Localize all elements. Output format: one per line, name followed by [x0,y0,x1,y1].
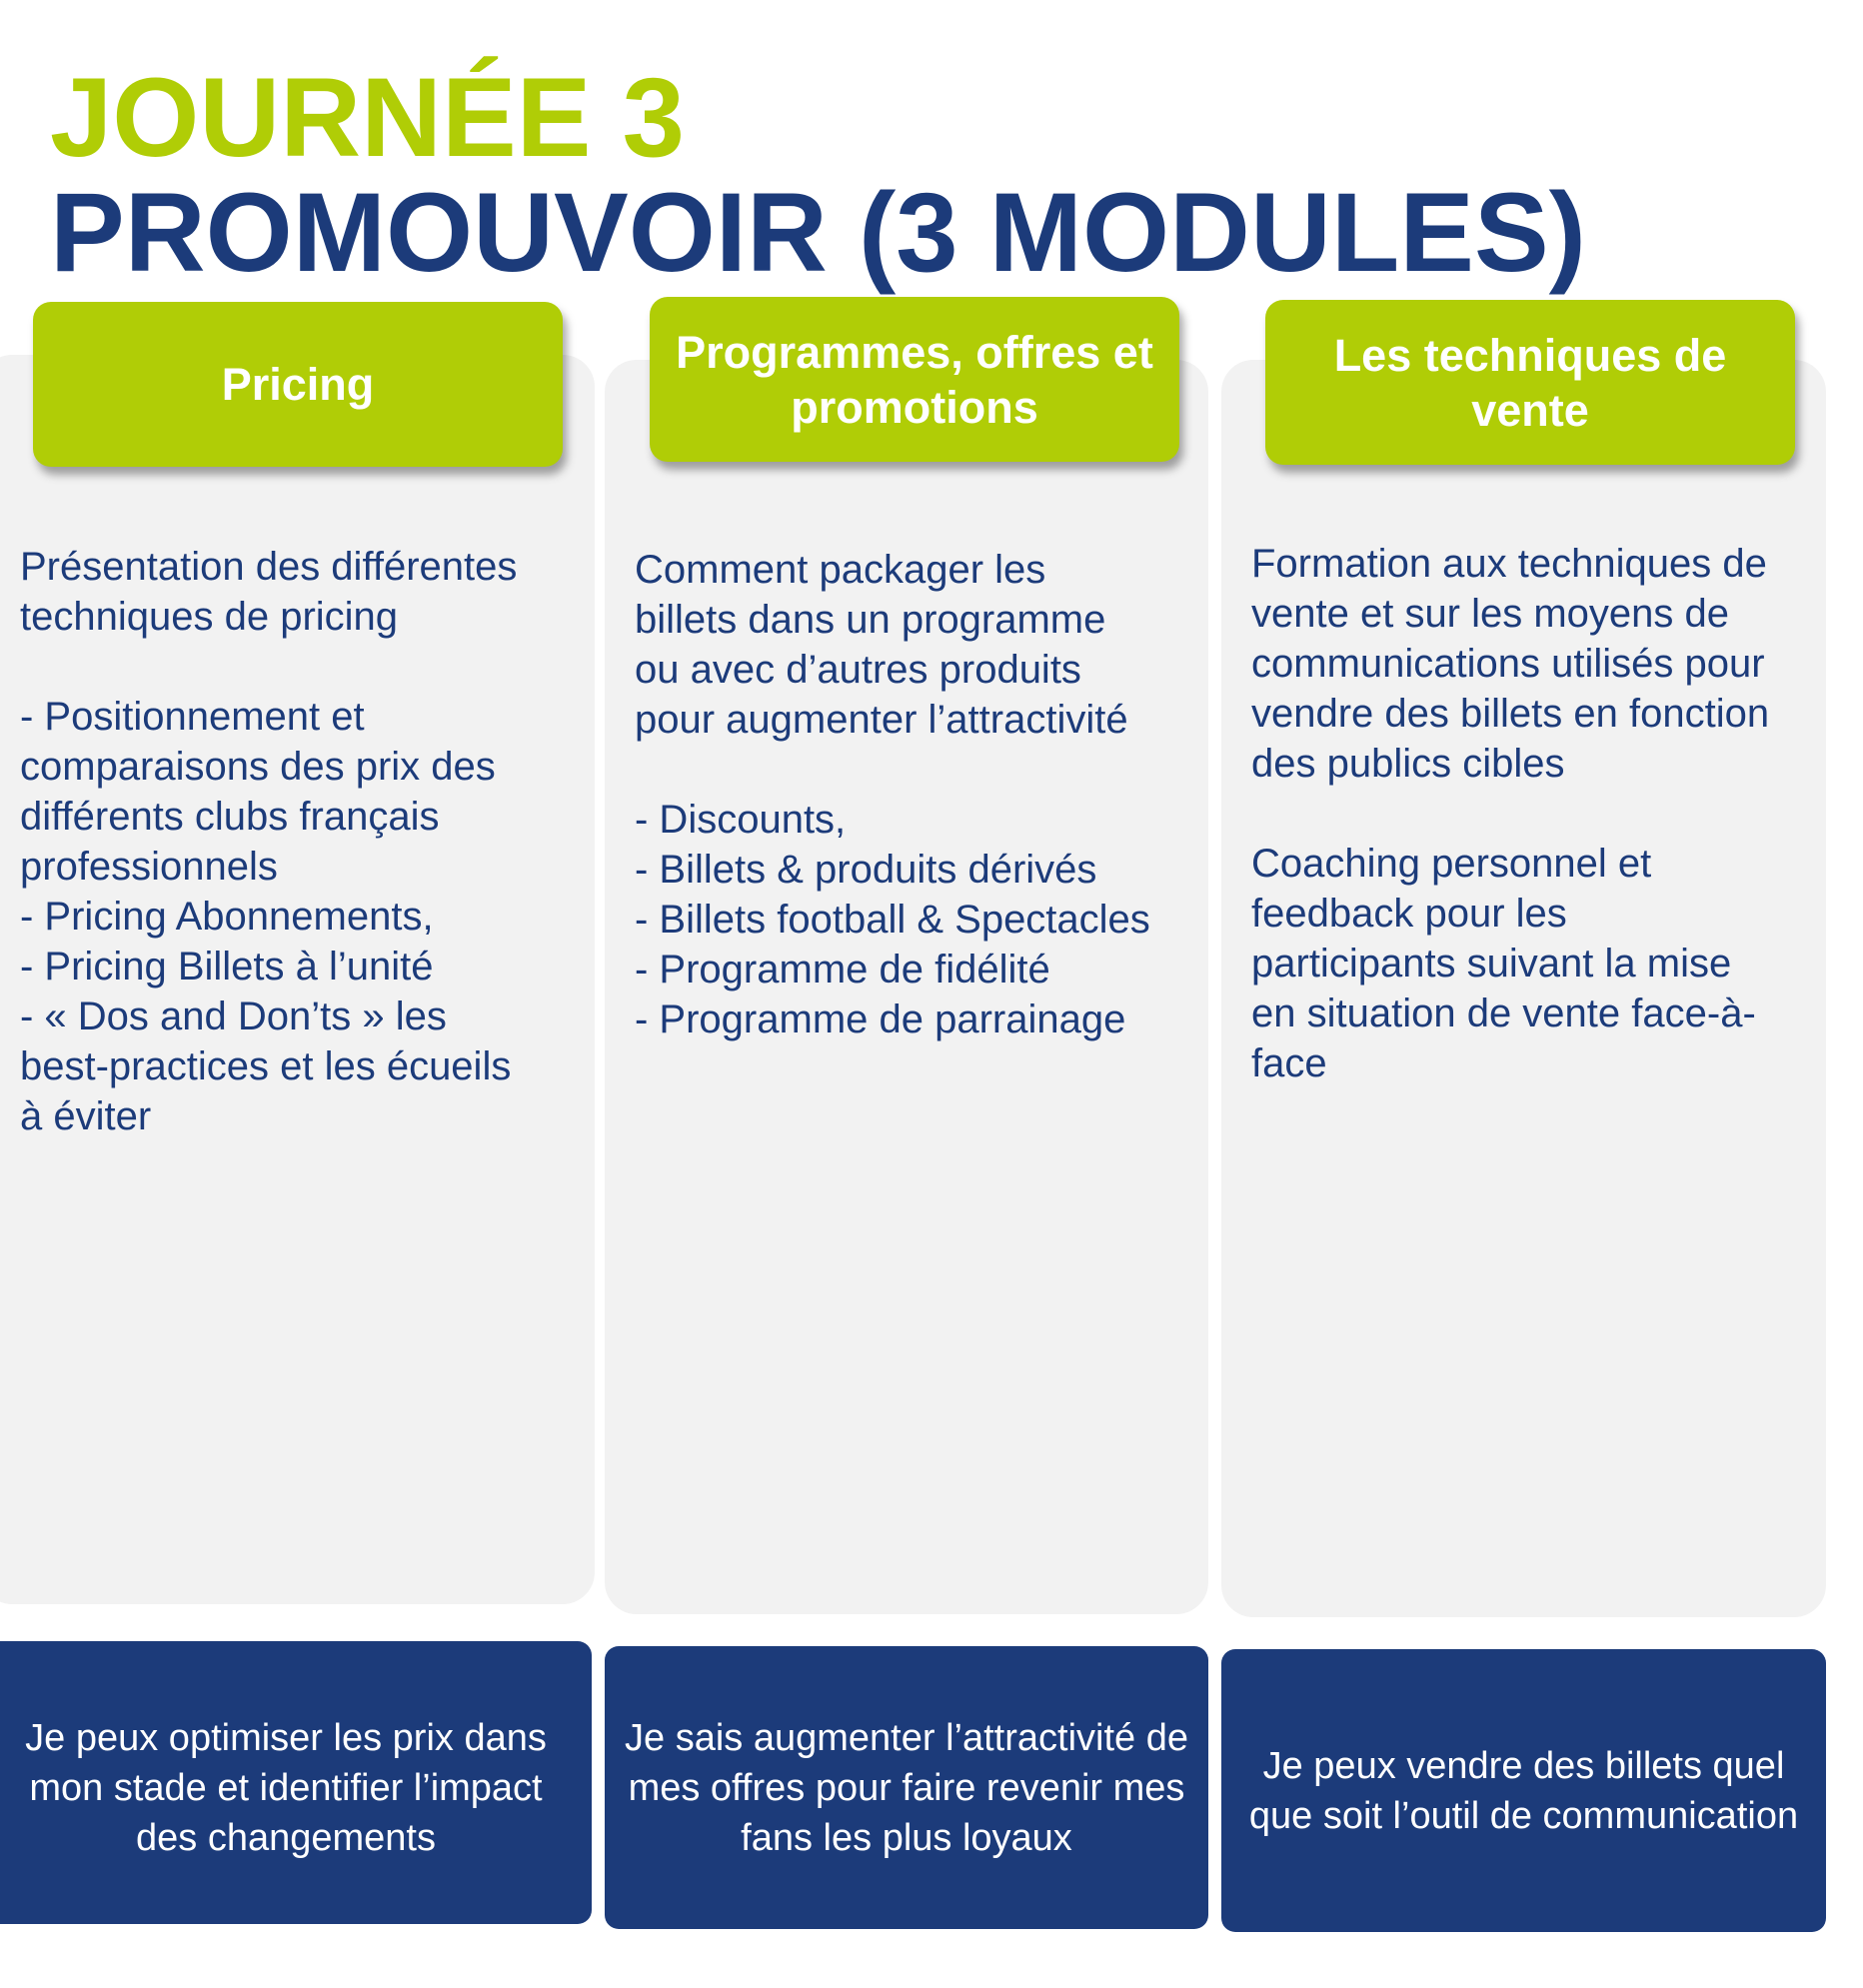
module-outcome-programmes: Je sais augmenter l’attractivité de mes offres pour faire revenir mes fans les plus loyaux [605,1646,1208,1929]
module-description-programmes: Comment packager les billets dans un programme ou avec d’autres produits pour augmenter l’attractivité - Discounts, - Billets & produits dérivés - Billets football & Spectacles - Programme de fidélité - Programme de parrainage [635,548,1150,1041]
module-outcome-techniques-de-vente: Je peux vendre des billets quel que soit l’outil de communication [1221,1649,1826,1932]
day-title: JOURNÉE 3 [50,55,685,180]
page-title: PROMOUVOIR (3 MODULES) [50,170,1586,295]
module-description-pricing: Présentation des différentes techniques de pricing - Positionnement et comparaisons des prix des différents clubs français professionnels - Pricing Abonnements, - Pricing Billets à l’unité - « Dos and Don’ts » les best-practices et les écueils à éviter [20,545,518,1138]
module-description-techniques-de-vente: Formation aux techniques de vente et sur les moyens de communications utilisés pour vendre des billets en fonction des publics cibles Coaching personnel et feedback pour les participants suivant la mise en situation de vente face-à- face [1251,542,1770,1085]
module-outcome-pricing: Je peux optimiser les prix dans mon stade et identifier l’impact des changements [0,1641,592,1924]
module-header-programmes: Programmes, offres et promotions [650,297,1179,462]
module-header-techniques-de-vente: Les techniques de vente [1265,300,1795,465]
module-header-pricing: Pricing [33,302,563,467]
